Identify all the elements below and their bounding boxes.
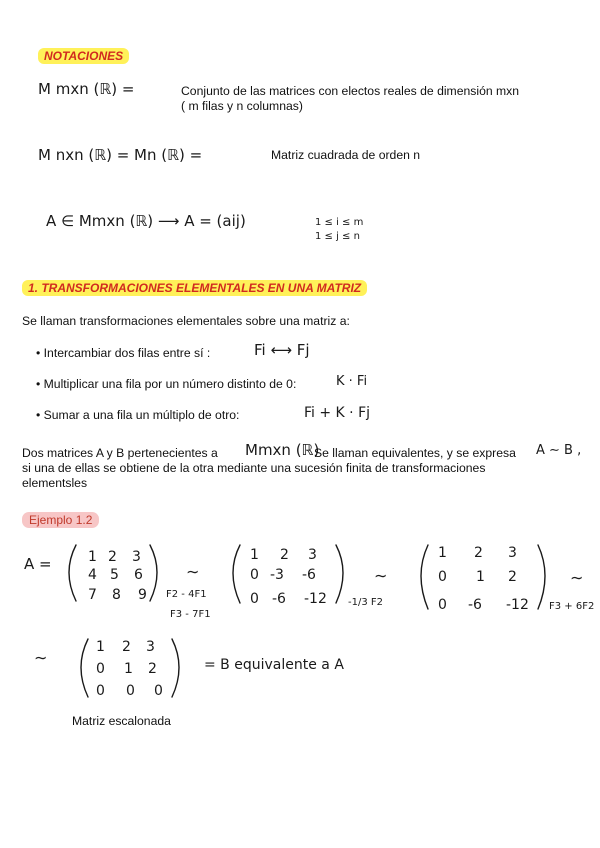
section1-intro: Se llaman transformaciones elementales sobre una matriz a:: [22, 314, 350, 328]
desc-mnxn: Matriz cuadrada de orden n: [271, 148, 421, 162]
bullet-add-formula: Fi + K · Fj: [304, 405, 371, 421]
bullet-scale-text: • Multiplicar una fila por un número distinto de 0:: [36, 377, 297, 391]
ejemplo-title: Ejemplo 1.2: [22, 512, 99, 528]
m4-r2-c0: 0: [96, 683, 105, 699]
equiv-formula: Mmxn (ℝ): [245, 441, 320, 459]
section1-title: 1. TRANSFORMACIONES ELEMENTALES EN UNA MATRIZ: [22, 280, 367, 296]
m2-right-paren: [336, 545, 343, 603]
m3-right-paren: [538, 545, 545, 609]
m4-r2-c2: 0: [154, 683, 163, 699]
m3-r0-c1: 2: [474, 545, 483, 561]
equiv-text-b: Se llaman equivalentes, y se expresa: [314, 446, 516, 460]
m3-r0-c2: 3: [508, 545, 517, 561]
m1-r2-c2: 9: [138, 587, 147, 603]
index-conditions: [315, 216, 363, 244]
formula-mmxn: M mxn (ℝ) =: [38, 80, 135, 98]
m1-r0-c0: 1: [88, 549, 97, 565]
m2-r0-c2: 3: [308, 547, 317, 563]
equiv-symbol: A ∼ B ,: [536, 443, 582, 458]
m2-r0-c1: 2: [280, 547, 289, 563]
m1-r2-c1: 8: [112, 587, 121, 603]
m1-r2-c0: 7: [88, 587, 97, 603]
desc-mmxn: [181, 84, 519, 114]
op2: -1/3 F2: [348, 597, 383, 608]
m3-r1-c0: 0: [438, 569, 447, 585]
m2-r2-c1: -6: [272, 591, 286, 607]
bullet-swap-text: • Intercambiar dos filas entre sí :: [36, 346, 211, 360]
desc-mmxn-line1: Conjunto de las matrices con electos reales de dimensión mxn: [181, 84, 520, 98]
equiv-text-a: Dos matrices A y B pertenecientes a: [22, 446, 218, 460]
m3-r1-c2: 2: [508, 569, 517, 585]
result-text: = B equivalente a A: [204, 657, 344, 673]
op1-a: F2 - 4F1: [166, 589, 207, 600]
condition-i: 1 ≤ i ≤ m: [315, 217, 364, 228]
m2-r0-c0: 1: [250, 547, 259, 563]
m1-left-paren: [69, 545, 76, 601]
m4-r2-c1: 0: [126, 683, 135, 699]
m2-r1-c1: -3: [270, 567, 284, 583]
equiv-line3: elementsles: [22, 476, 88, 490]
m2-r2-c0: 0: [250, 591, 259, 607]
tilde-3: ∼: [570, 568, 584, 587]
m1-r0-c1: 2: [108, 549, 117, 565]
m4-r1-c2: 2: [148, 661, 157, 677]
formula-mnxn: M nxn (ℝ) = Mn (ℝ) =: [38, 146, 203, 164]
op3: F3 + 6F2: [549, 601, 595, 612]
m1-r1-c1: 5: [110, 567, 119, 583]
m4-r1-c1: 1: [124, 661, 133, 677]
caption-escalonada: Matriz escalonada: [72, 714, 171, 728]
condition-j: 1 ≤ j ≤ n: [315, 231, 360, 242]
a-label: A =: [24, 555, 52, 573]
m3-r2-c2: -12: [506, 597, 529, 613]
m4-right-paren: [172, 639, 179, 697]
m4-r0-c2: 3: [146, 639, 155, 655]
tilde-4: ∼: [34, 648, 48, 667]
m3-r1-c1: 1: [476, 569, 485, 585]
formula-aij: A ∈ Mmxn (ℝ) ⟶ A = (aij): [46, 212, 246, 230]
m2-r1-c2: -6: [302, 567, 316, 583]
bullet-swap-formula: Fi ⟷ Fj: [254, 341, 310, 359]
m4-r1-c0: 0: [96, 661, 105, 677]
m3-r0-c0: 1: [438, 545, 447, 561]
equiv-line2: si una de ellas se obtiene de la otra mediante una sucesión finita de transformaciones: [22, 461, 486, 475]
m4-r0-c1: 2: [122, 639, 131, 655]
m1-r1-c2: 6: [134, 567, 143, 583]
m4-r0-c0: 1: [96, 639, 105, 655]
m4-left-paren: [81, 639, 88, 697]
m2-r2-c2: -12: [304, 591, 327, 607]
tilde-1: ∼: [186, 562, 200, 581]
m3-r2-c0: 0: [438, 597, 447, 613]
desc-mmxn-line2: ( m filas y n columnas): [181, 99, 303, 113]
m3-left-paren: [421, 545, 428, 609]
m1-r0-c2: 3: [132, 549, 141, 565]
m1-r1-c0: 4: [88, 567, 97, 583]
bullet-scale-formula: K · Fi: [336, 374, 368, 389]
notaciones-title: NOTACIONES: [38, 48, 129, 64]
m3-r2-c1: -6: [468, 597, 482, 613]
m1-right-paren: [150, 545, 157, 601]
op1-b: F3 - 7F1: [170, 609, 211, 620]
m2-left-paren: [233, 545, 240, 603]
m2-r1-c0: 0: [250, 567, 259, 583]
tilde-2: ∼: [374, 566, 388, 585]
bullet-add-text: • Sumar a una fila un múltiplo de otro:: [36, 408, 240, 422]
example-matrices: [0, 535, 600, 715]
